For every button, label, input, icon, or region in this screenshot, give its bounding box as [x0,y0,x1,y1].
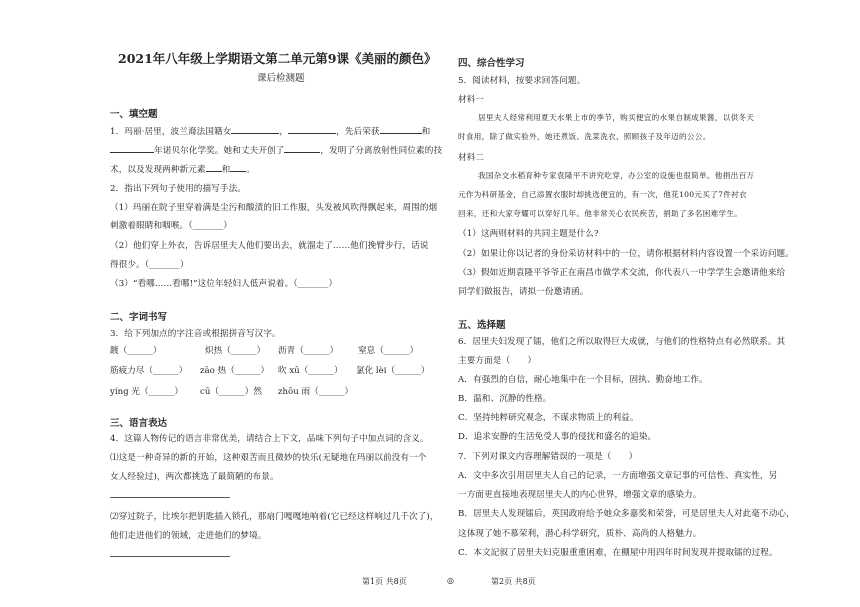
option-a: A．有强烈的自信，耐心地集中在一个目标，固执、勤奋地工作。 [458,375,708,385]
material-2-text: 回来，还和大家夸耀可以穿好几年。他非常关心农民疾苦，捐助了多名困难学生。 [458,209,743,218]
question-1-line-3: 术，以及发现两种新元素 和 。 [110,162,255,175]
question-4-1-line-2: 女人经验过)，两次都挑选了最简陋的布景。 [110,472,279,482]
page-subtitle: 课后检测题 [257,73,305,84]
word-item: 吹 xū（______） [278,366,343,376]
question-5-3-line-1: （3）假如近期袁隆平爷爷正在南昌市做学术交流，你代表八一中学学生会邀请他来给 [458,268,786,278]
answer-line [110,556,230,557]
question-3: 3．给下列加点的字注音或根据拼音写汉字。 [110,329,281,339]
question-2-2-line-1: （2）他们穿上外衣，告诉居里夫人他们要出去，就溜走了……他们挽臂步行，话说 [110,241,429,251]
word-item: 筋疲力尽（______） [110,366,188,376]
question-5-1: （1）这两则材料的共同主题是什么? [458,229,599,239]
question-1-line-2: 年诺贝尔化学奖。她和丈夫开创了 ，发明了分离放射性同位素的技 [110,143,442,156]
question-2-2-line-2: 得很少。（_______） [110,260,189,270]
question-2-1-line-1: （1）玛丽在院子里穿着满是尘污和酸渍的旧工作服，头发被风吹得飘起来，周围的烟 [110,203,438,213]
section-heading-comprehensive: 四、综合性学习 [458,58,525,69]
option-a-cont: 一方面更直接地表现居里夫人的内心世界，增强文章的感染力。 [458,490,702,500]
question-5: 5．阅读材料，按要求回答问题。 [458,76,586,86]
page-title: 2021年八年级上学期语文第二单元第9课《美丽的颜色》 [118,51,437,66]
binding-mark-icon: ◎ [447,576,454,585]
option-b: B．居里夫人发现镭后，英国政府给予她众多嘉奖和荣誉，可是居里夫人对此毫不动心， [458,509,795,519]
question-2: 2．指出下列句子使用的描写手法。 [110,184,246,194]
question-2-1-line-2: 刺激着眼睛和咽喉。（_______） [110,221,233,231]
section-heading-language: 三、语言表达 [110,418,168,429]
question-1-line-1: 1．玛丽·居里，波兰裔法国籍女 ， ，先后荣获 和 [110,124,430,137]
word-item: 炽热（______） [205,346,266,356]
section-heading-words: 二、字词书写 [110,312,168,323]
question-4: 4．这篇人物传记的语言非常优美，请结合上下文，品味下列句子中加点词的含义。 [110,434,429,444]
question-6-line-2: 主要方面是（ ） [458,356,537,366]
option-c: C．坚持纯粹研究观念，不谋求物质上的利益。 [458,413,639,423]
word-item: 氯化 lèi（______） [356,366,430,376]
page-number-left: 第1页 共8页 [362,577,407,586]
section-heading-choice: 五、选择题 [458,320,506,331]
question-5-3-line-2: 同学们做报告，请拟一份邀请函。 [458,287,589,297]
option-b: B．温和、沉静的性格。 [458,394,552,404]
word-item: yíng 光（______） [110,387,183,397]
word-item: 窒息（______） [358,346,419,356]
question-7: 7．下列对课文内容理解错误的一项是（ ） [458,452,638,462]
question-2-3: （3）“看哪……看哪!”这位年轻妇人低声说着。（_______） [110,279,338,289]
material-1-text: 时食用，除了做实验外，她还煮饭、洗菜洗衣、照顾孩子及年迈的公公。 [458,132,711,141]
page-number-right: 第2页 共8页 [491,577,536,586]
option-a: A．文中多次引用居里夫人自己的记录，一方面增强文章记事的可信性、真实性，另 [458,471,778,481]
question-4-2-line-2: 他们走进他们的领域，走进他们的梦境。 [110,531,267,541]
question-5-2: （2）如果让你以记者的身份采访材料中的一位，请你根据材料内容设置一个采访问题。 [458,249,794,259]
answer-line [110,497,230,498]
word-item: 沥青（______） [278,346,339,356]
option-b-cont: 这体现了她不慕荣利，潜心科学研究，质朴、高尚的人格魅力。 [458,529,702,539]
word-item: zāo 热（______） [200,366,270,376]
material-2-text: 元作为科研基金，自己添置衣服时却挑选便宜的，有一次，他花100元买了7件衬衣 [458,190,747,199]
question-6-line-1: 6．居里夫妇发现了镭，他们之所以取得巨大成就，与他们的性格特点有必然联系。其 [458,337,786,347]
word-item: cū（______）然 [200,387,262,397]
question-4-1-line-1: ⑴这是一种奇异的新的开始，这种艰苦而且微妙的快乐(无疑地在玛丽以前没有一个 [110,453,427,463]
word-item: 踱（______） [110,346,162,356]
material-1-text: 居里夫人经常利用夏天水果上市的季节，购买便宜的水果自制成果酱，以供冬天 [478,113,755,122]
material-1-label: 材料一 [458,95,485,105]
word-item: zhōu 雨（______） [278,387,354,397]
section-heading-fill: 一、填空题 [110,109,158,120]
material-2-label: 材料二 [458,153,485,163]
material-2-text: 我国杂交水稻育种专家袁隆平不讲究吃穿，办公室的设施也很简单。他捐出百万 [478,171,755,180]
option-d: D．追求安静的生活免受人事的侵扰和盛名的追染。 [458,432,657,442]
option-c: C．本文記叙了居里夫妇克服重重困难，在棚屋中用四年时间发现并提取镭的过程。 [458,548,778,558]
question-4-2-line-1: ⑵穿过院子，比埃尔把钥匙插入锁孔，那扇门嘎嘎地响着(它已经这样响过几千次了)， [110,512,439,522]
